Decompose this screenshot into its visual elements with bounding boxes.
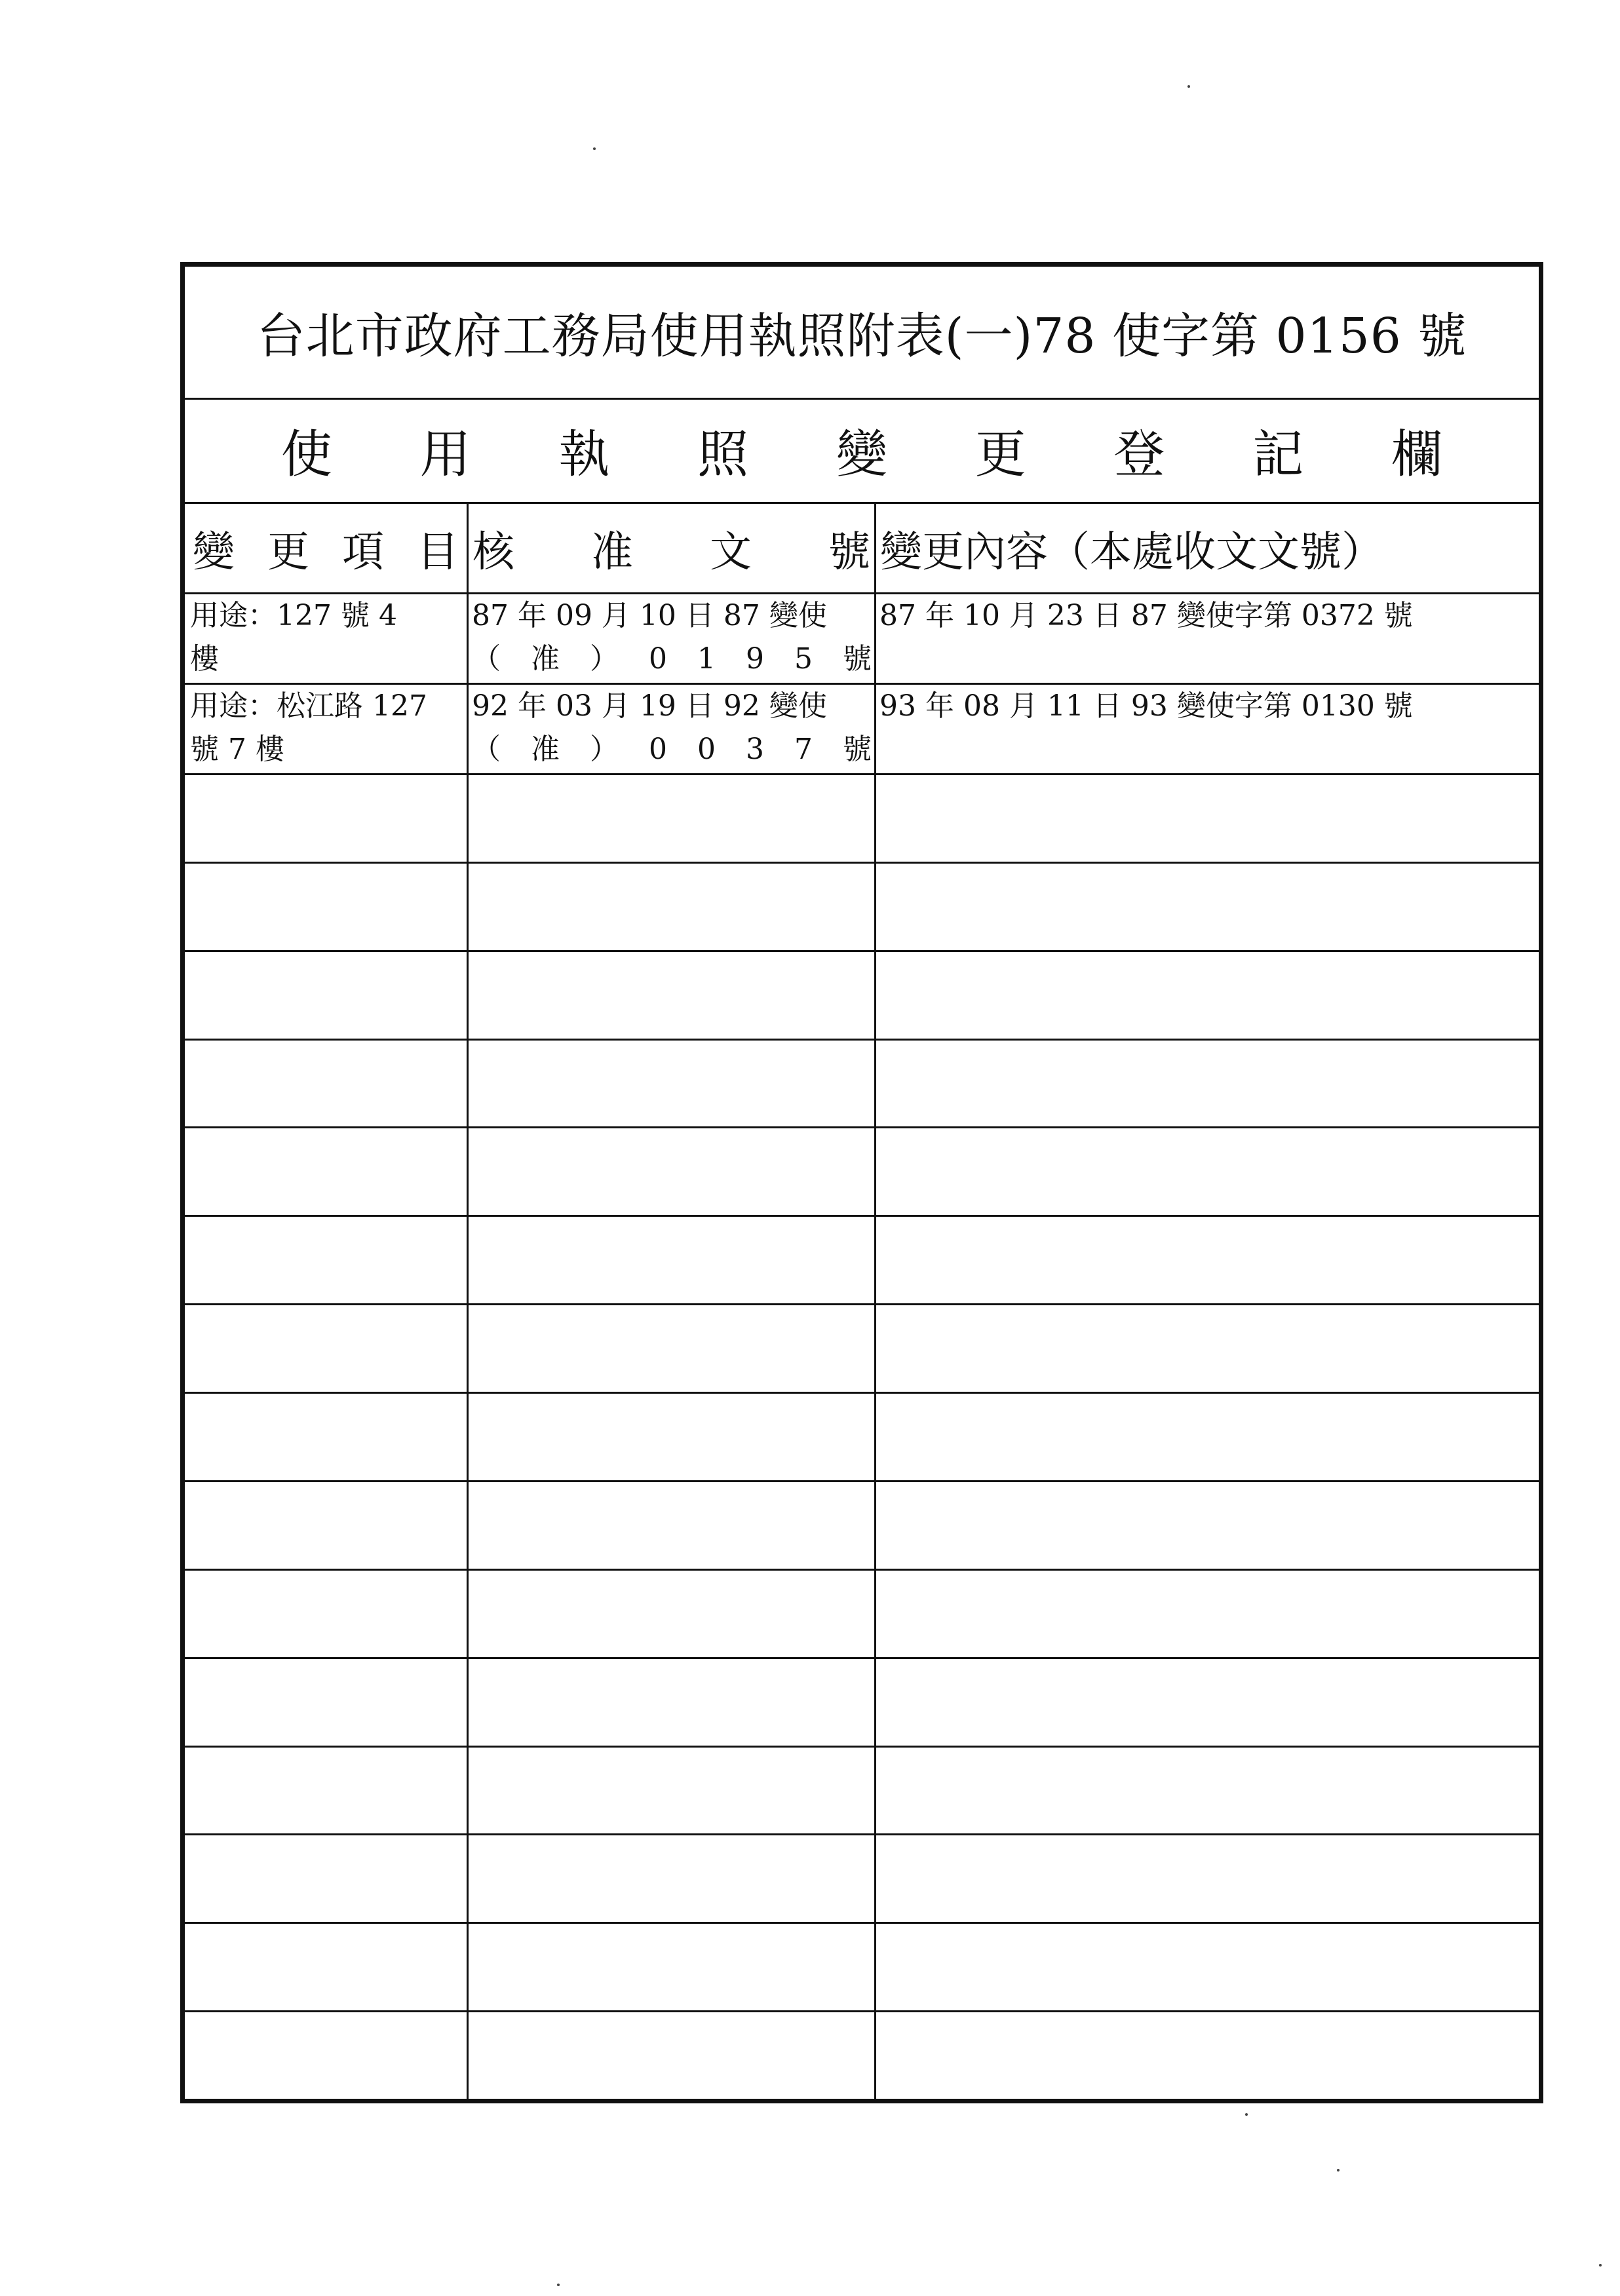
approval-char: 1 [697,642,716,676]
header-approval-number [469,504,874,592]
table-row-1-approval [472,594,872,681]
header-char: 更 [267,527,309,577]
column-divider [874,504,876,2099]
row-divider [185,1657,1539,1659]
cell-text: 樓 [190,642,219,676]
section-heading-char: 變 [836,425,887,484]
header-char: 變 [193,527,235,577]
section-heading-char: 更 [974,425,1026,484]
section-heading-char: 登 [1113,425,1165,484]
approval-char: 號 [843,642,872,676]
header-char: 目 [417,527,459,577]
section-heading-char: 用 [419,425,471,484]
cell-text: 用途：127 號 4 [190,599,397,632]
approval-char: 5 [794,642,813,676]
table-row-2-content: 93 年 08 月 11 日 93 變使字第 0130 號 [879,689,1413,723]
change-registration-form [180,262,1543,2103]
section-heading-char: 欄 [1391,425,1443,484]
scan-speck [1599,2264,1602,2267]
row-divider [185,1303,1539,1305]
row-divider [185,773,1539,775]
row-divider [185,1480,1539,1482]
section-heading-char: 照 [697,425,749,484]
header-change-content: 變更內容（本處收文文號） [880,527,1383,577]
row-divider [185,862,1539,864]
approval-char: 准 [531,733,560,766]
row-divider [185,1569,1539,1571]
row-divider [185,950,1539,952]
section-heading-char: 執 [558,425,610,484]
scan-speck [1245,2113,1248,2116]
approval-char: ） [590,642,619,676]
scan-speck [557,2284,560,2286]
cell-text: 號 7 樓 [190,733,284,766]
scan-speck [1337,2169,1340,2172]
table-row-1-content: 87 年 10 月 23 日 87 變使字第 0372 號 [879,599,1413,632]
approval-char: ） [590,733,619,766]
row-divider [185,1922,1539,1924]
row-divider [185,1746,1539,1748]
header-char: 項 [342,527,384,577]
approval-number-spaced [472,638,872,681]
approval-char: 號 [843,733,872,766]
scan-speck [593,147,596,150]
cell-text: 用途：松江路 127 [190,689,427,723]
approval-char: 0 [649,733,667,766]
cell-text: 87 年 09 月 10 日 87 變使 [472,599,827,632]
row-divider [185,1126,1539,1128]
approval-char: （ [472,642,501,676]
approval-char: 0 [697,733,716,766]
section-heading-char: 記 [1252,425,1304,484]
approval-number-spaced [472,728,872,771]
cell-text: 92 年 03 月 19 日 92 變使 [472,689,827,723]
approval-char: （ [472,733,501,766]
document-title: 台北市政府工務局使用執照附表(一)78 使字第 0156 號 [185,267,1539,400]
row-divider [185,1215,1539,1217]
table-row-2-item [190,685,464,771]
table-row-2-approval [472,685,872,771]
header-char: 文 [710,527,752,577]
header-char: 准 [591,527,633,577]
section-heading [185,398,1539,504]
header-change-item [185,504,467,592]
row-divider [185,2010,1539,2012]
header-char: 號 [828,527,870,577]
row-divider [185,1392,1539,1394]
column-divider [467,504,469,2099]
row-divider [185,1833,1539,1835]
row-divider [185,1039,1539,1041]
scan-speck [1187,85,1190,88]
approval-char: 9 [746,642,764,676]
table-row-1-item [190,594,464,681]
header-char: 核 [473,527,514,577]
section-heading-char: 使 [280,425,332,484]
approval-char: 准 [531,642,560,676]
approval-char: 3 [746,733,764,766]
approval-char: 0 [649,642,667,676]
approval-char: 7 [794,733,813,766]
